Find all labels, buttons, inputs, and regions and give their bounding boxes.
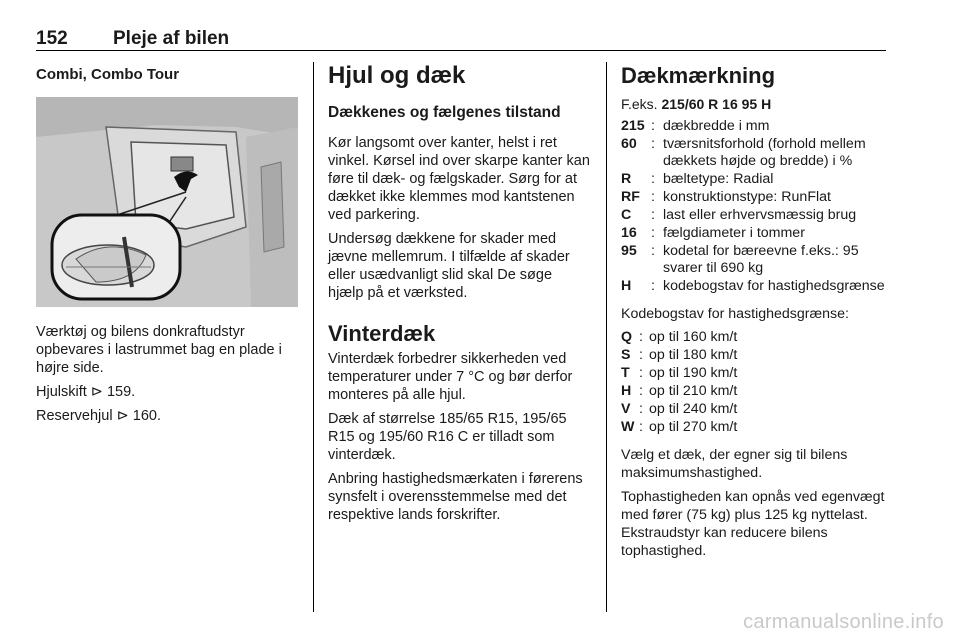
- speed-row: [621, 347, 891, 364]
- speed-sep: :: [639, 419, 643, 435]
- definition-sep: :: [651, 171, 655, 187]
- definition-row: [621, 189, 891, 206]
- definition-sep: :: [651, 207, 655, 223]
- definition-key: 95: [621, 243, 637, 259]
- example-code: 215/60 R 16 95 H: [661, 96, 772, 112]
- speed-row: [621, 401, 891, 418]
- paragraph: Anbring hastighedsmærkaten i førerens synsfelt i overensstemmelse med det respektive lands forskrifter.: [328, 471, 583, 523]
- speed-sep: :: [639, 383, 643, 399]
- tyre-example: [621, 96, 891, 112]
- column-divider: [313, 62, 314, 612]
- speed-value: op til 270 km/t: [649, 419, 738, 435]
- paragraph: Værktøj og bilens donkraftudstyr opbevares i lastrummet bag en plade i højre side.: [36, 324, 282, 376]
- speed-sep: :: [639, 329, 643, 345]
- definition-key: R: [621, 171, 632, 187]
- speed-sep: :: [639, 401, 643, 417]
- paragraph: Vælg et dæk, der egner sig til bilens maksimumshastighed.: [621, 447, 848, 481]
- paragraph: Dæk af størrelse 185/65 R15, 195/65 R15 og 195/60 R16 C er tilladt som vinterdæk.: [328, 411, 567, 463]
- speed-key: S: [621, 347, 631, 363]
- definition-row: [621, 136, 891, 170]
- definition-value: kodetal for bæreevne f.eks.: 95 svarer til 690 kg: [663, 243, 859, 276]
- definition-key: 60: [621, 136, 637, 152]
- definition-value: konstruktionstype: RunFlat: [663, 189, 831, 205]
- section-subtitle: Dækkenes og fælgenes tilstand: [328, 104, 561, 121]
- definition-row: [621, 207, 891, 224]
- speed-row: [621, 383, 891, 400]
- speed-value: op til 240 km/t: [649, 401, 738, 417]
- page-header: [36, 26, 886, 51]
- paragraph: Undersøg dækkene for skader med jævne mellemrum. I tilfælde af skader eller usædvanligt slid skal De søge hjælp på et værksted.: [328, 231, 570, 301]
- speed-key: V: [621, 401, 631, 417]
- watermark: carmanualsonline.info: [743, 611, 944, 633]
- definition-sep: :: [651, 225, 655, 241]
- speed-key: Q: [621, 329, 633, 345]
- section-subtitle: Combi, Combo Tour: [36, 66, 180, 83]
- speed-key: H: [621, 383, 632, 399]
- definition-value: kodebogstav for hastighedsgrænse: [663, 278, 885, 294]
- section-title: Dækmærkning: [621, 63, 776, 88]
- definition-key: RF: [621, 189, 640, 205]
- definition-row: [621, 118, 891, 135]
- column-middle: [328, 60, 590, 530]
- page-number: 152: [36, 28, 68, 49]
- speed-key: T: [621, 365, 630, 381]
- column-divider: [606, 62, 607, 612]
- speed-sep: :: [639, 347, 643, 363]
- paragraph: Tophastigheden kan opnås ved egenvægt med fører (75 kg) plus 125 kg nyttelast. Ekstraudstyr kan reducere bilens tophastighed.: [621, 489, 885, 559]
- definition-sep: :: [651, 118, 655, 134]
- definition-key: C: [621, 207, 632, 223]
- definition-value: last eller erhvervsmæssig brug: [663, 207, 857, 223]
- example-prefix: F.eks.: [621, 96, 658, 112]
- speed-value: op til 190 km/t: [649, 365, 738, 381]
- definition-key: H: [621, 278, 632, 294]
- speed-row: [621, 419, 891, 436]
- speed-row: [621, 329, 891, 346]
- definition-row: [621, 278, 891, 295]
- definition-value: tværsnitsforhold (forhold mellem dækkets højde og bredde) i %: [663, 136, 866, 169]
- section-title: Hjul og dæk: [328, 62, 466, 89]
- tyre-code-definitions: [621, 118, 891, 295]
- speed-value: op til 160 km/t: [649, 329, 738, 345]
- column-right: [621, 60, 891, 566]
- definition-row: [621, 225, 891, 242]
- definition-value: bæltetype: Radial: [663, 171, 774, 187]
- definition-key: 16: [621, 225, 637, 241]
- speed-row: [621, 365, 891, 382]
- speed-code-list: [621, 329, 891, 436]
- speed-sep: :: [639, 365, 643, 381]
- definition-sep: :: [651, 189, 655, 205]
- speed-value: op til 210 km/t: [649, 383, 738, 399]
- definition-sep: :: [651, 243, 655, 259]
- section-title-winter: Vinterdæk: [328, 321, 436, 346]
- page-title: Pleje af bilen: [113, 28, 230, 49]
- definition-row: [621, 171, 891, 188]
- cross-reference: Hjulskift ⊳ 159.: [36, 384, 136, 400]
- definition-sep: :: [651, 278, 655, 294]
- paragraph: Vinterdæk forbedrer sikkerheden ved temperaturer under 7 °C og bør derfor monteres på alle hjul.: [328, 351, 573, 403]
- cross-reference: Reservehjul ⊳ 160.: [36, 408, 161, 424]
- definition-key: 215: [621, 118, 645, 134]
- definition-row: [621, 243, 891, 277]
- speed-intro: Kodebogstav for hastighedsgrænse:: [621, 306, 849, 322]
- speed-value: op til 180 km/t: [649, 347, 738, 363]
- definition-value: fælgdiameter i tommer: [663, 225, 805, 241]
- definition-sep: :: [651, 136, 655, 152]
- car-boot-panel-illustration: [36, 97, 298, 307]
- definition-value: dækbredde i mm: [663, 118, 770, 134]
- paragraph: Kør langsomt over kanter, helst i ret vinkel. Kørsel ind over skarpe kanter kan føre til dæk- og fælgskader. Sørg for at dækket ikke klemmes mod kantstenen ved parkering.: [328, 135, 590, 223]
- speed-key: W: [621, 419, 635, 435]
- column-left: [36, 60, 298, 431]
